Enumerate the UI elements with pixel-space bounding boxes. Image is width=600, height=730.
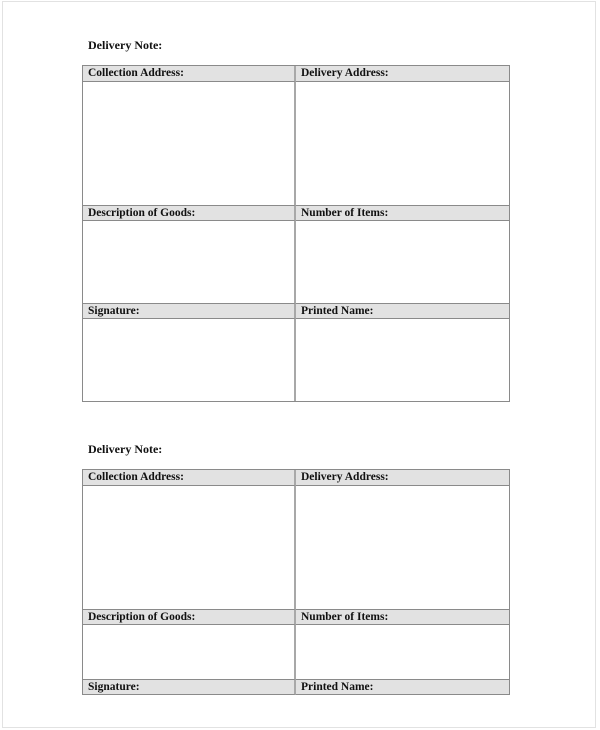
number-of-items-label: Number of Items: xyxy=(296,205,509,221)
collection-address-label: Collection Address: xyxy=(83,470,296,486)
delivery-address-label: Delivery Address: xyxy=(296,66,509,82)
collection-address-field[interactable] xyxy=(83,82,296,205)
section-header-row xyxy=(83,609,509,625)
delivery-note-title: Delivery Note: xyxy=(88,38,163,52)
description-of-goods-field[interactable] xyxy=(83,221,296,303)
number-of-items-field[interactable] xyxy=(296,625,509,679)
printed-name-label: Printed Name: xyxy=(296,679,509,695)
collection-address-field[interactable] xyxy=(83,486,296,609)
printed-name-field[interactable] xyxy=(296,319,509,401)
section-header-row xyxy=(83,470,509,486)
description-of-goods-label: Description of Goods: xyxy=(83,609,296,625)
section-body-row xyxy=(83,486,509,609)
section-body-row xyxy=(83,319,509,401)
number-of-items-label: Number of Items: xyxy=(296,609,509,625)
description-of-goods-field[interactable] xyxy=(83,625,296,679)
signature-label: Signature: xyxy=(83,303,296,319)
signature-field[interactable] xyxy=(83,319,296,401)
delivery-note-title: Delivery Note: xyxy=(88,442,163,456)
delivery-address-field[interactable] xyxy=(296,486,509,609)
printed-name-label: Printed Name: xyxy=(296,303,509,319)
description-of-goods-label: Description of Goods: xyxy=(83,205,296,221)
section-header-row xyxy=(83,679,509,695)
delivery-address-field[interactable] xyxy=(296,82,509,205)
section-body-row xyxy=(83,82,509,205)
number-of-items-field[interactable] xyxy=(296,221,509,303)
section-body-row xyxy=(83,625,509,679)
section-header-row xyxy=(83,66,509,82)
delivery-note-form xyxy=(82,469,510,695)
signature-label: Signature: xyxy=(83,679,296,695)
delivery-note-form xyxy=(82,65,510,402)
section-header-row xyxy=(83,205,509,221)
section-body-row xyxy=(83,221,509,303)
section-header-row xyxy=(83,303,509,319)
delivery-address-label: Delivery Address: xyxy=(296,470,509,486)
collection-address-label: Collection Address: xyxy=(83,66,296,82)
